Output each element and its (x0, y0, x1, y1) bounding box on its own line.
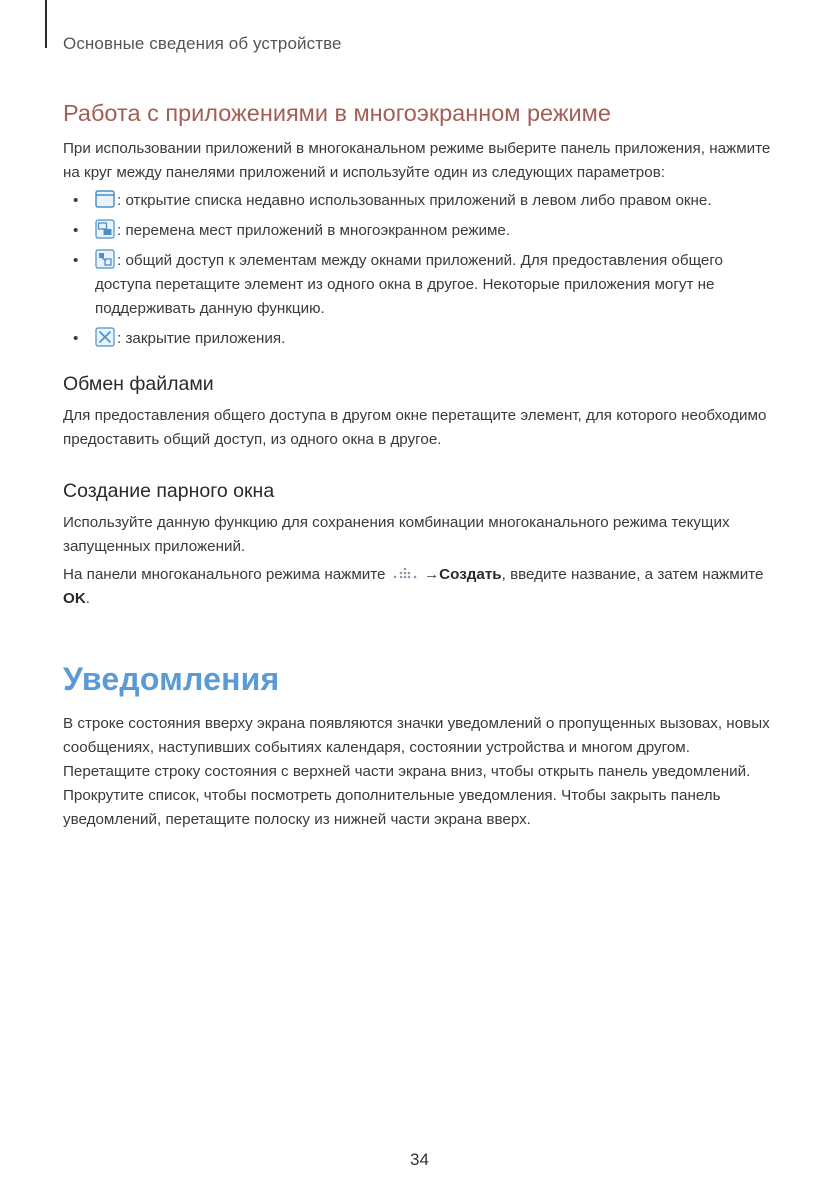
list-item (63, 219, 779, 243)
multiwindow-intro: При использовании приложений в многоканальном режиме выберите панель приложения, нажмите на круг между панелями приложений и используйте один из следующих параметров: (63, 140, 771, 181)
list-item (63, 189, 779, 213)
multiwindow-section-title: Работа с приложениями в многоэкранном режиме (63, 100, 611, 126)
ok-label: OK (63, 590, 86, 607)
paired-window-middle: , введите название, а затем нажмите (501, 566, 764, 583)
page-content (63, 100, 779, 832)
option-text: : закрытие приложения. (117, 330, 286, 347)
list-item (63, 249, 779, 321)
create-label: Создать (439, 566, 502, 583)
more-options-icon (392, 564, 418, 578)
switch-windows-icon (95, 219, 115, 239)
paired-window-suffix: . (85, 590, 91, 607)
arrow-glyph: → (423, 566, 440, 583)
option-text: : перемена мест приложений в многоэкранном режиме. (117, 222, 511, 239)
share-items-icon (95, 249, 115, 269)
margin-rule (45, 0, 47, 48)
running-header: Основные сведения об устройстве (63, 34, 342, 53)
page-number: 34 (410, 1150, 429, 1169)
option-text: : общий доступ к элементам между окнами приложений. Для предоставления общего доступа перетащите элемент из одного окна в другое. Некоторые приложения могут не поддерживать данную функцию. (95, 252, 723, 317)
close-app-icon (95, 327, 115, 347)
recent-apps-icon (95, 189, 115, 209)
paired-window-prefix: На панели многоканального режима нажмите (63, 566, 386, 583)
file-sharing-title: Обмен файлами (63, 373, 214, 395)
file-sharing-text: Для предоставления общего доступа в другом окне перетащите элемент, для которого необходимо предоставить общий доступ, из одного окна в другое. (63, 407, 767, 448)
paired-window-title: Создание парного окна (63, 480, 275, 502)
paired-window-text1: Используйте данную функцию для сохранения комбинации многоканального режима текущих запущенных приложений. (63, 514, 730, 555)
paired-window-text2 (63, 563, 779, 611)
notifications-text: В строке состояния вверху экрана появляются значки уведомлений о пропущенных вызовах, новых сообщениях, наступивших событиях календаря, состоянии устройства и многом другом. Перетащите строку состояния с верхней части экрана вниз, чтобы открыть панель уведомлений. Прокрутите список, чтобы посмотреть дополнительные уведомления. Чтобы закрыть панель уведомлений, перетащите полоску из нижней части экрана вверх. (63, 715, 770, 828)
notifications-chapter-title: Уведомления (63, 661, 280, 697)
option-text: : открытие списка недавно использованных приложений в левом либо правом окне. (117, 192, 712, 209)
list-item (63, 327, 779, 351)
multiwindow-options-list (63, 189, 779, 351)
